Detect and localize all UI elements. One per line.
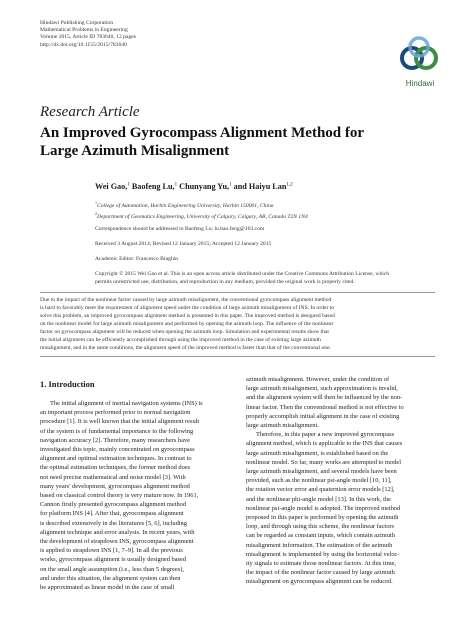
body-text-line: loop, and through using this scheme, the nonlinear factors: [246, 523, 395, 531]
body-text-line: be approximated as linear model in the case of small: [40, 584, 175, 592]
author-name: Baofeng Lu,: [131, 182, 175, 191]
body-text-line: the optimal estimation techniques, the former method does: [40, 464, 191, 472]
license-line: Copyright © 2015 Wei Gao et al. This is an open access article distributed under the Creative Commons Attribution License, which: [95, 271, 390, 277]
article-dates: Received 3 August 2014; Revised 12 January 2015; Accepted 12 January 2015: [95, 241, 272, 247]
body-text-line: investigated this topic, mainly concentrated on gyrocompass: [40, 446, 195, 454]
body-text-line: linear factor. Then the conventional method is not effective to: [246, 403, 404, 411]
body-text-line: large azimuth misalignment, is established based on the: [246, 449, 389, 457]
body-text-line: based on classical control theory is very mature now. In 1961,: [40, 492, 199, 500]
body-text-line: for platform INS [4]. After that, gyrocompass alignment: [40, 510, 184, 518]
journal-name: Mathematical Problems in Engineering: [40, 27, 128, 34]
abstract-line: on the nonlinear model for large azimuth misalignment and performed by opening the azimuth loop. The influence of the nonlinear: [40, 321, 334, 327]
body-text-line: is described extensively in the literatures [5, 6], including: [40, 519, 187, 527]
affiliation: [95, 210, 308, 221]
volume-info: Volume 2015, Article ID 783640, 12 pages: [40, 34, 136, 41]
body-text-line: misalignment on gyrocompass alignment can be reduced.: [246, 578, 393, 586]
publisher: Hindawi Publishing Corporation: [40, 20, 114, 26]
body-text-line: nonlinear model. So far, many works are attempted to model: [246, 458, 402, 466]
academic-editor: Academic Editor: Francesco Braghin: [95, 256, 179, 262]
license-notice: [95, 270, 389, 286]
article-type: Research Article: [40, 104, 140, 120]
affiliation-sup: 2: [95, 210, 97, 216]
affiliation-sup: 1: [95, 200, 97, 205]
body-text-line: alignment technique and error analysis. In recent years, with: [40, 528, 195, 536]
body-text-line: works, gyrocompass alignment is usually designed based: [40, 556, 187, 564]
body-text-line: procedure [1]. It is well known that the initial alignment result: [40, 418, 200, 426]
body-text-line: alignment method, which is applicable to the INS that causes: [246, 440, 403, 448]
body-text-line: navigation accuracy [2]. Therefore, many researchers have: [40, 436, 190, 444]
body-text-line: alignment and optimal estimation techniques. In contrast to: [40, 455, 192, 463]
abstract: [40, 296, 436, 352]
author-list: [95, 182, 293, 191]
paper-title: [40, 125, 364, 160]
title-line: Large Azimuth Misalignment: [40, 142, 230, 159]
section-heading: 1. Introduction: [40, 379, 95, 389]
abstract-line: solve this problem, an improved gyrocompass alignment method is presented in this paper. The improved method is designed based: [40, 313, 335, 319]
author-name: Chunyang Yu,: [179, 182, 230, 191]
body-text-line: an important process performed prior to normal navigation: [40, 409, 191, 417]
license-line: permits unrestricted use, distribution, and reproduction in any medium, provided the original work is properly cited.: [95, 279, 355, 285]
body-text-line: and the alignment system will then be influenced by the non-: [246, 394, 403, 402]
author-sup: 1: [174, 182, 178, 188]
right-column: [246, 375, 434, 587]
body-text-line: the impact of the nonlinear factor caused by large azimuth: [246, 569, 395, 577]
affiliations: [95, 199, 308, 221]
affiliation-text: Department of Geomatics Engineering, University of Calgary, Calgary, AB, Canada T2N 1N4: [97, 213, 308, 220]
author-sup: 1,2: [286, 182, 293, 188]
hindawi-logo-icon: [397, 36, 441, 80]
body-text-line: misalignment information. The estimation of the azimuth: [246, 541, 393, 549]
divider: [40, 356, 435, 357]
body-text-line: The initial alignment of inertial navigation systems (INS) is: [50, 400, 203, 407]
abstract-line: Due to the impact of the nonlinear factor caused by large azimuth misalignment, the conventional gyrocompass alignment method: [40, 297, 332, 303]
body-text-line: large azimuth misalignment, such approximation is invalid,: [246, 385, 398, 393]
abstract-line: factor on gyrocompass alignment will be reduced when opening the azimuth loop. Simulation and experimental results show that: [40, 329, 329, 335]
abstract-line: is hard to favorably meet the requirement of alignment speed under the condition of large azimuth misalignment of INS. In order to: [40, 305, 335, 311]
body-text-line: provided, such as the nonlinear psi-angle model [10, 11],: [246, 477, 392, 485]
journal-meta: [40, 20, 136, 49]
author-name: and Haiyu Lan: [233, 182, 287, 191]
title-line: An Improved Gyrocompass Alignment Method for: [40, 125, 365, 141]
divider: [40, 292, 435, 293]
body-text-line: many years' development, gyrocompass alignment method: [40, 482, 190, 490]
body-text-line: of the system is of fundamental importance to the following: [40, 427, 194, 435]
body-text-line: ity signals to estimate those nonlinear factors. At this time,: [246, 560, 396, 568]
body-text-line: not need precise mathematical and noise model [3]. With: [40, 473, 186, 481]
body-text-line: azimuth misalignment. However, under the condition of: [246, 376, 390, 383]
body-text-line: nonlinear psi-angle model is adopted. The improved method: [246, 504, 401, 512]
body-text-line: large azimuth misalignment.: [246, 422, 319, 430]
body-text-line: and under this situation, the alignment system can then: [40, 574, 181, 582]
body-text-line: Cannon firstly presented gyrocompass alignment method: [40, 501, 187, 509]
abstract-line: the initial alignment can be efficiently accomplished through using the improved method in the case of existing large azimuth: [40, 337, 321, 343]
body-text-line: and the nonlinear phi-angle model [13]. In this work, the: [246, 495, 391, 503]
body-text-line: large azimuth misalignment, and several models have been: [246, 468, 397, 476]
body-text-line: on the small angle assumption (i.e., less than 5 degrees),: [40, 565, 184, 573]
abstract-line: misalignment, and in the same conditions, the alignment speed of the improved method is faster than that of the conventional one.: [40, 345, 331, 351]
body-text-line: the development of strapdown INS, gyrocompass alignment: [40, 538, 194, 546]
body-text-line: properly accomplish initial alignment in the case of existing: [246, 412, 400, 420]
affiliation: [95, 199, 308, 210]
body-text-line: the rotation vector error and quaternion error models [12],: [246, 486, 395, 494]
correspondence: Correspondence should be addressed to Baofeng Lu; lu.bao.feng@163.com: [95, 226, 265, 232]
author-sup: 1: [127, 182, 130, 188]
body-text-line: proposed in this paper is performed by opening the azimuth: [246, 514, 399, 522]
body-text-line: Therefore, in this paper a new improved gyrocompass: [256, 431, 395, 439]
affiliation-text: College of Automation, Harbin Engineering University, Harbin 150001, China: [97, 202, 274, 209]
body-text-line: is applied to strapdown INS [1, 7–9]. In all the previous: [40, 547, 183, 555]
body-text-line: can be regarded as constant inputs, which contain azimuth: [246, 532, 395, 540]
hindawi-logo-text: Hindawi: [405, 79, 435, 88]
author-sup: 1: [229, 182, 232, 188]
body-text-line: misalignment is implemented by using the horizontal veloc-: [246, 550, 400, 558]
author-name: Wei Gao,: [95, 182, 128, 191]
doi-link[interactable]: http://dx.doi.org/10.1155/2015/783640: [40, 41, 127, 48]
left-column: [40, 399, 228, 592]
